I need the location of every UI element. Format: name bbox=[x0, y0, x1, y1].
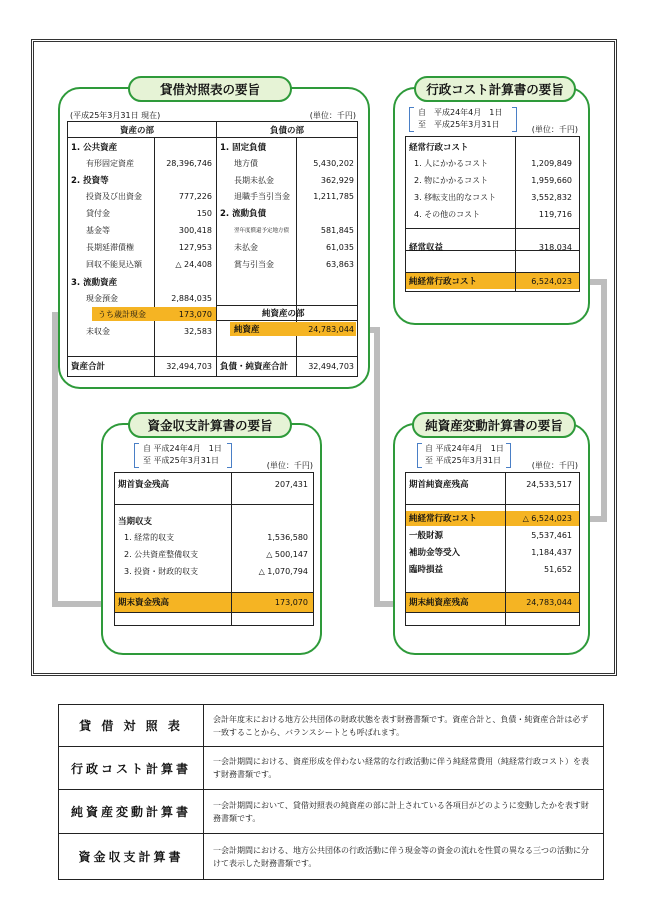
bs-net-val: 24,783,044 bbox=[308, 325, 354, 334]
ac-period-from: 自 平成24年4月 1日 bbox=[418, 108, 503, 117]
bs-liab-fixed: 1. 固定負債 bbox=[220, 143, 267, 153]
bs-ld3-label: 退職手当引当金 bbox=[234, 192, 290, 201]
nc-line-1 bbox=[405, 504, 580, 505]
desc-name: 貸 借 対 照 表 bbox=[59, 705, 204, 746]
bs-cur1-val: 2,884,035 bbox=[171, 294, 212, 303]
ac-c1-label: 1. 人にかかるコスト bbox=[414, 159, 489, 168]
ac-bracket-right bbox=[512, 107, 517, 132]
nc-bracket-right bbox=[506, 443, 511, 468]
bs-lc3-label: 賞与引当金 bbox=[234, 260, 274, 269]
bs-ld2-label: 長期未払金 bbox=[234, 176, 274, 185]
bs-cur2-val: 173,070 bbox=[178, 310, 212, 319]
nc-open-val: 24,533,517 bbox=[526, 480, 572, 489]
nc-unit: (単位：千円) bbox=[531, 461, 578, 470]
cf-f1-val: 1,536,580 bbox=[267, 533, 308, 542]
cf-f2-label: 2. 公共資産整備収支 bbox=[124, 550, 199, 559]
cf-unit: (単位：千円) bbox=[266, 461, 313, 470]
cf-section: 当期収支 bbox=[118, 517, 153, 527]
cf-bracket-left bbox=[134, 443, 139, 468]
nc-n3-label: 補助金等受入 bbox=[409, 548, 461, 558]
bs-ld2-val: 362,929 bbox=[320, 176, 354, 185]
bs-total-liab-label: 負債・純資産合計 bbox=[220, 362, 289, 372]
arrow-net-to-bs-vertical bbox=[374, 330, 380, 605]
bs-ld3-val: 1,211,785 bbox=[313, 192, 354, 201]
bs-lc2-label: 未払金 bbox=[234, 243, 258, 252]
nc-bracket-left bbox=[417, 443, 422, 468]
ac-c4-val: 119,716 bbox=[538, 210, 572, 219]
bs-header-line bbox=[67, 137, 358, 138]
bs-lc2-val: 61,035 bbox=[326, 243, 354, 252]
bs-inv3-val: 300,418 bbox=[178, 226, 212, 235]
cf-f3-val: △ 1,070,794 bbox=[258, 567, 308, 576]
ac-income-val: 318,034 bbox=[538, 243, 572, 252]
arrow-cost-to-net-horizontal-bottom bbox=[588, 516, 607, 522]
bs-liab-header: 負債の部 bbox=[270, 126, 305, 136]
ac-c2-label: 2. 物にかかるコスト bbox=[414, 176, 489, 185]
ac-net-label: 純経常行政コスト bbox=[409, 277, 478, 287]
bs-inv2-label: 貸付金 bbox=[86, 209, 110, 218]
nc-period-to: 至 平成25年3月31日 bbox=[425, 456, 501, 465]
nc-n4-val: 51,652 bbox=[544, 565, 572, 574]
bs-inv4-label: 長期延滞債権 bbox=[86, 243, 134, 252]
cf-f2-val: △ 500,147 bbox=[266, 550, 308, 559]
bs-unit: (単位：千円) bbox=[309, 111, 356, 120]
bs-total-assets-val: 32,494,703 bbox=[166, 362, 212, 371]
ac-c2-val: 1,959,660 bbox=[531, 176, 572, 185]
desc-row-cash-flow bbox=[58, 833, 604, 880]
nc-n1-label: 純経常行政コスト bbox=[409, 514, 478, 524]
cash-flow-title: 資金収支計算書の要旨 bbox=[128, 412, 292, 438]
bs-assets-header: 資産の部 bbox=[120, 126, 155, 136]
bs-cur2-label: うち歳計現金 bbox=[98, 310, 146, 319]
cf-period-to: 至 平成25年3月31日 bbox=[143, 456, 219, 465]
ac-unit: (単位：千円) bbox=[531, 125, 578, 134]
ac-period-to: 至 平成25年3月31日 bbox=[418, 120, 500, 129]
bs-inv4-val: 127,953 bbox=[178, 243, 212, 252]
nc-n2-label: 一般財源 bbox=[409, 531, 444, 541]
bs-fixed-val: 28,396,746 bbox=[166, 159, 212, 168]
bs-lc3-val: 63,863 bbox=[326, 260, 354, 269]
bs-lc1-val: 581,845 bbox=[320, 226, 354, 235]
desc-name: 資金収支計算書 bbox=[59, 834, 204, 879]
bs-total-assets-label: 資産合計 bbox=[71, 362, 106, 372]
desc-name: 行政コスト計算書 bbox=[59, 747, 204, 789]
nc-n2-val: 5,537,461 bbox=[531, 531, 572, 540]
cf-open-val: 207,431 bbox=[274, 480, 308, 489]
cf-f1-label: 1. 経常的収支 bbox=[124, 533, 175, 542]
bs-inv1-label: 投資及び出資金 bbox=[86, 192, 142, 201]
ac-c3-label: 3. 移転支出的なコスト bbox=[414, 193, 497, 202]
net-change-title: 純資産変動計算書の要旨 bbox=[412, 412, 576, 438]
nc-period-from: 自 平成24年4月 1日 bbox=[425, 444, 504, 453]
ac-line-1 bbox=[405, 228, 580, 229]
bs-right-value-divider bbox=[296, 137, 297, 377]
nc-close-val: 24,783,044 bbox=[526, 598, 572, 607]
cf-close-bottom bbox=[114, 612, 314, 613]
bs-cur3-val: 32,583 bbox=[184, 327, 212, 336]
bs-net-header: 純資産の部 bbox=[262, 309, 305, 319]
cf-open-label: 期首資金残高 bbox=[118, 480, 170, 490]
arrow-cash-to-bs-bottom bbox=[52, 601, 107, 607]
ac-section: 経常行政コスト bbox=[409, 143, 469, 153]
desc-name: 純資産変動計算書 bbox=[59, 790, 204, 833]
bs-net-header-top bbox=[216, 305, 358, 306]
desc-text: 会計年度末における地方公共団体の財政状態を表す財務書類です。資産合計と、負債・純資産合計は必ず一致することから、バランスシートとも呼ばれます。 bbox=[213, 714, 589, 737]
nc-close-label: 期末純資産残高 bbox=[409, 598, 469, 608]
bs-cur1-label: 現金預金 bbox=[86, 294, 118, 303]
ac-bracket-left bbox=[409, 107, 414, 132]
desc-row-balance-sheet bbox=[58, 704, 604, 747]
bs-left-value-divider bbox=[154, 137, 155, 377]
desc-text: 一会計期間における、資産形成を伴わない経常的な行政活動に伴う純経常費用（純経常行政コスト）を表す財務書類です。 bbox=[213, 757, 589, 779]
nc-n4-label: 臨時損益 bbox=[409, 565, 444, 575]
cf-f3-label: 3. 投資・財政的収支 bbox=[124, 567, 199, 576]
bs-inv2-val: 150 bbox=[196, 209, 212, 218]
bs-inv1-val: 777,226 bbox=[178, 192, 212, 201]
ac-net-val: 6,524,023 bbox=[531, 277, 572, 286]
bs-inv5-label: 回収不能見込額 bbox=[86, 260, 142, 269]
cf-period-from: 自 平成24年4月 1日 bbox=[143, 444, 222, 453]
bs-section-invest: 2. 投資等 bbox=[71, 176, 109, 186]
nc-open-label: 期首純資産残高 bbox=[409, 480, 469, 490]
ac-c1-val: 1,209,849 bbox=[531, 159, 572, 168]
balance-sheet-title: 貸借対照表の要旨 bbox=[128, 76, 292, 102]
bs-total-line bbox=[67, 356, 358, 357]
bs-section-public: 1. 公共資産 bbox=[71, 143, 118, 153]
cf-bracket-right bbox=[227, 443, 232, 468]
cf-close-label: 期末資金残高 bbox=[118, 598, 170, 608]
bs-inv3-label: 基金等 bbox=[86, 226, 110, 235]
bs-net-label: 純資産 bbox=[234, 325, 260, 335]
cf-close-val: 173,070 bbox=[274, 598, 308, 607]
bs-fixed-label: 有形固定資産 bbox=[86, 159, 134, 168]
bs-net-header-bottom bbox=[216, 320, 358, 321]
ac-income-label: 経常収益 bbox=[409, 243, 444, 253]
nc-n3-val: 1,184,437 bbox=[531, 548, 572, 557]
bs-total-liab-val: 32,494,703 bbox=[308, 362, 354, 371]
bs-col-divider bbox=[216, 121, 217, 377]
nc-close-bottom bbox=[405, 612, 580, 613]
desc-text: 一会計期間において、貸借対照表の純資産の部に計上されている各項目がどのように変動したかを表す財務書類です。 bbox=[213, 800, 589, 823]
ac-c3-val: 3,552,832 bbox=[531, 193, 572, 202]
bs-inv5-val: △ 24,408 bbox=[175, 260, 212, 269]
bs-date: (平成25年3月31日 現在) bbox=[70, 111, 161, 120]
bs-section-current: 3. 流動資産 bbox=[71, 278, 118, 288]
arrow-cost-to-net-vertical bbox=[601, 279, 607, 522]
bs-liab-current: 2. 流動負債 bbox=[220, 209, 267, 219]
desc-row-admin-cost bbox=[58, 746, 604, 790]
desc-row-net-change bbox=[58, 789, 604, 834]
ac-c4-label: 4. その他のコスト bbox=[414, 210, 481, 219]
desc-text: 一会計期間における、地方公共団体の行政活動に伴う現金等の資金の流れを性質の異なる三つの活動に分けて表示した財務書類です。 bbox=[213, 845, 589, 868]
bs-lc1-label: 翌年度償還予定地方債 bbox=[234, 228, 290, 234]
bs-cur3-label: 未収金 bbox=[86, 327, 110, 336]
admin-cost-title: 行政コスト計算書の要旨 bbox=[414, 76, 576, 102]
cf-line-1 bbox=[114, 504, 314, 505]
bs-ld1-label: 地方債 bbox=[234, 159, 258, 168]
nc-n1-val: △ 6,524,023 bbox=[522, 514, 572, 523]
bs-ld1-val: 5,430,202 bbox=[313, 159, 354, 168]
